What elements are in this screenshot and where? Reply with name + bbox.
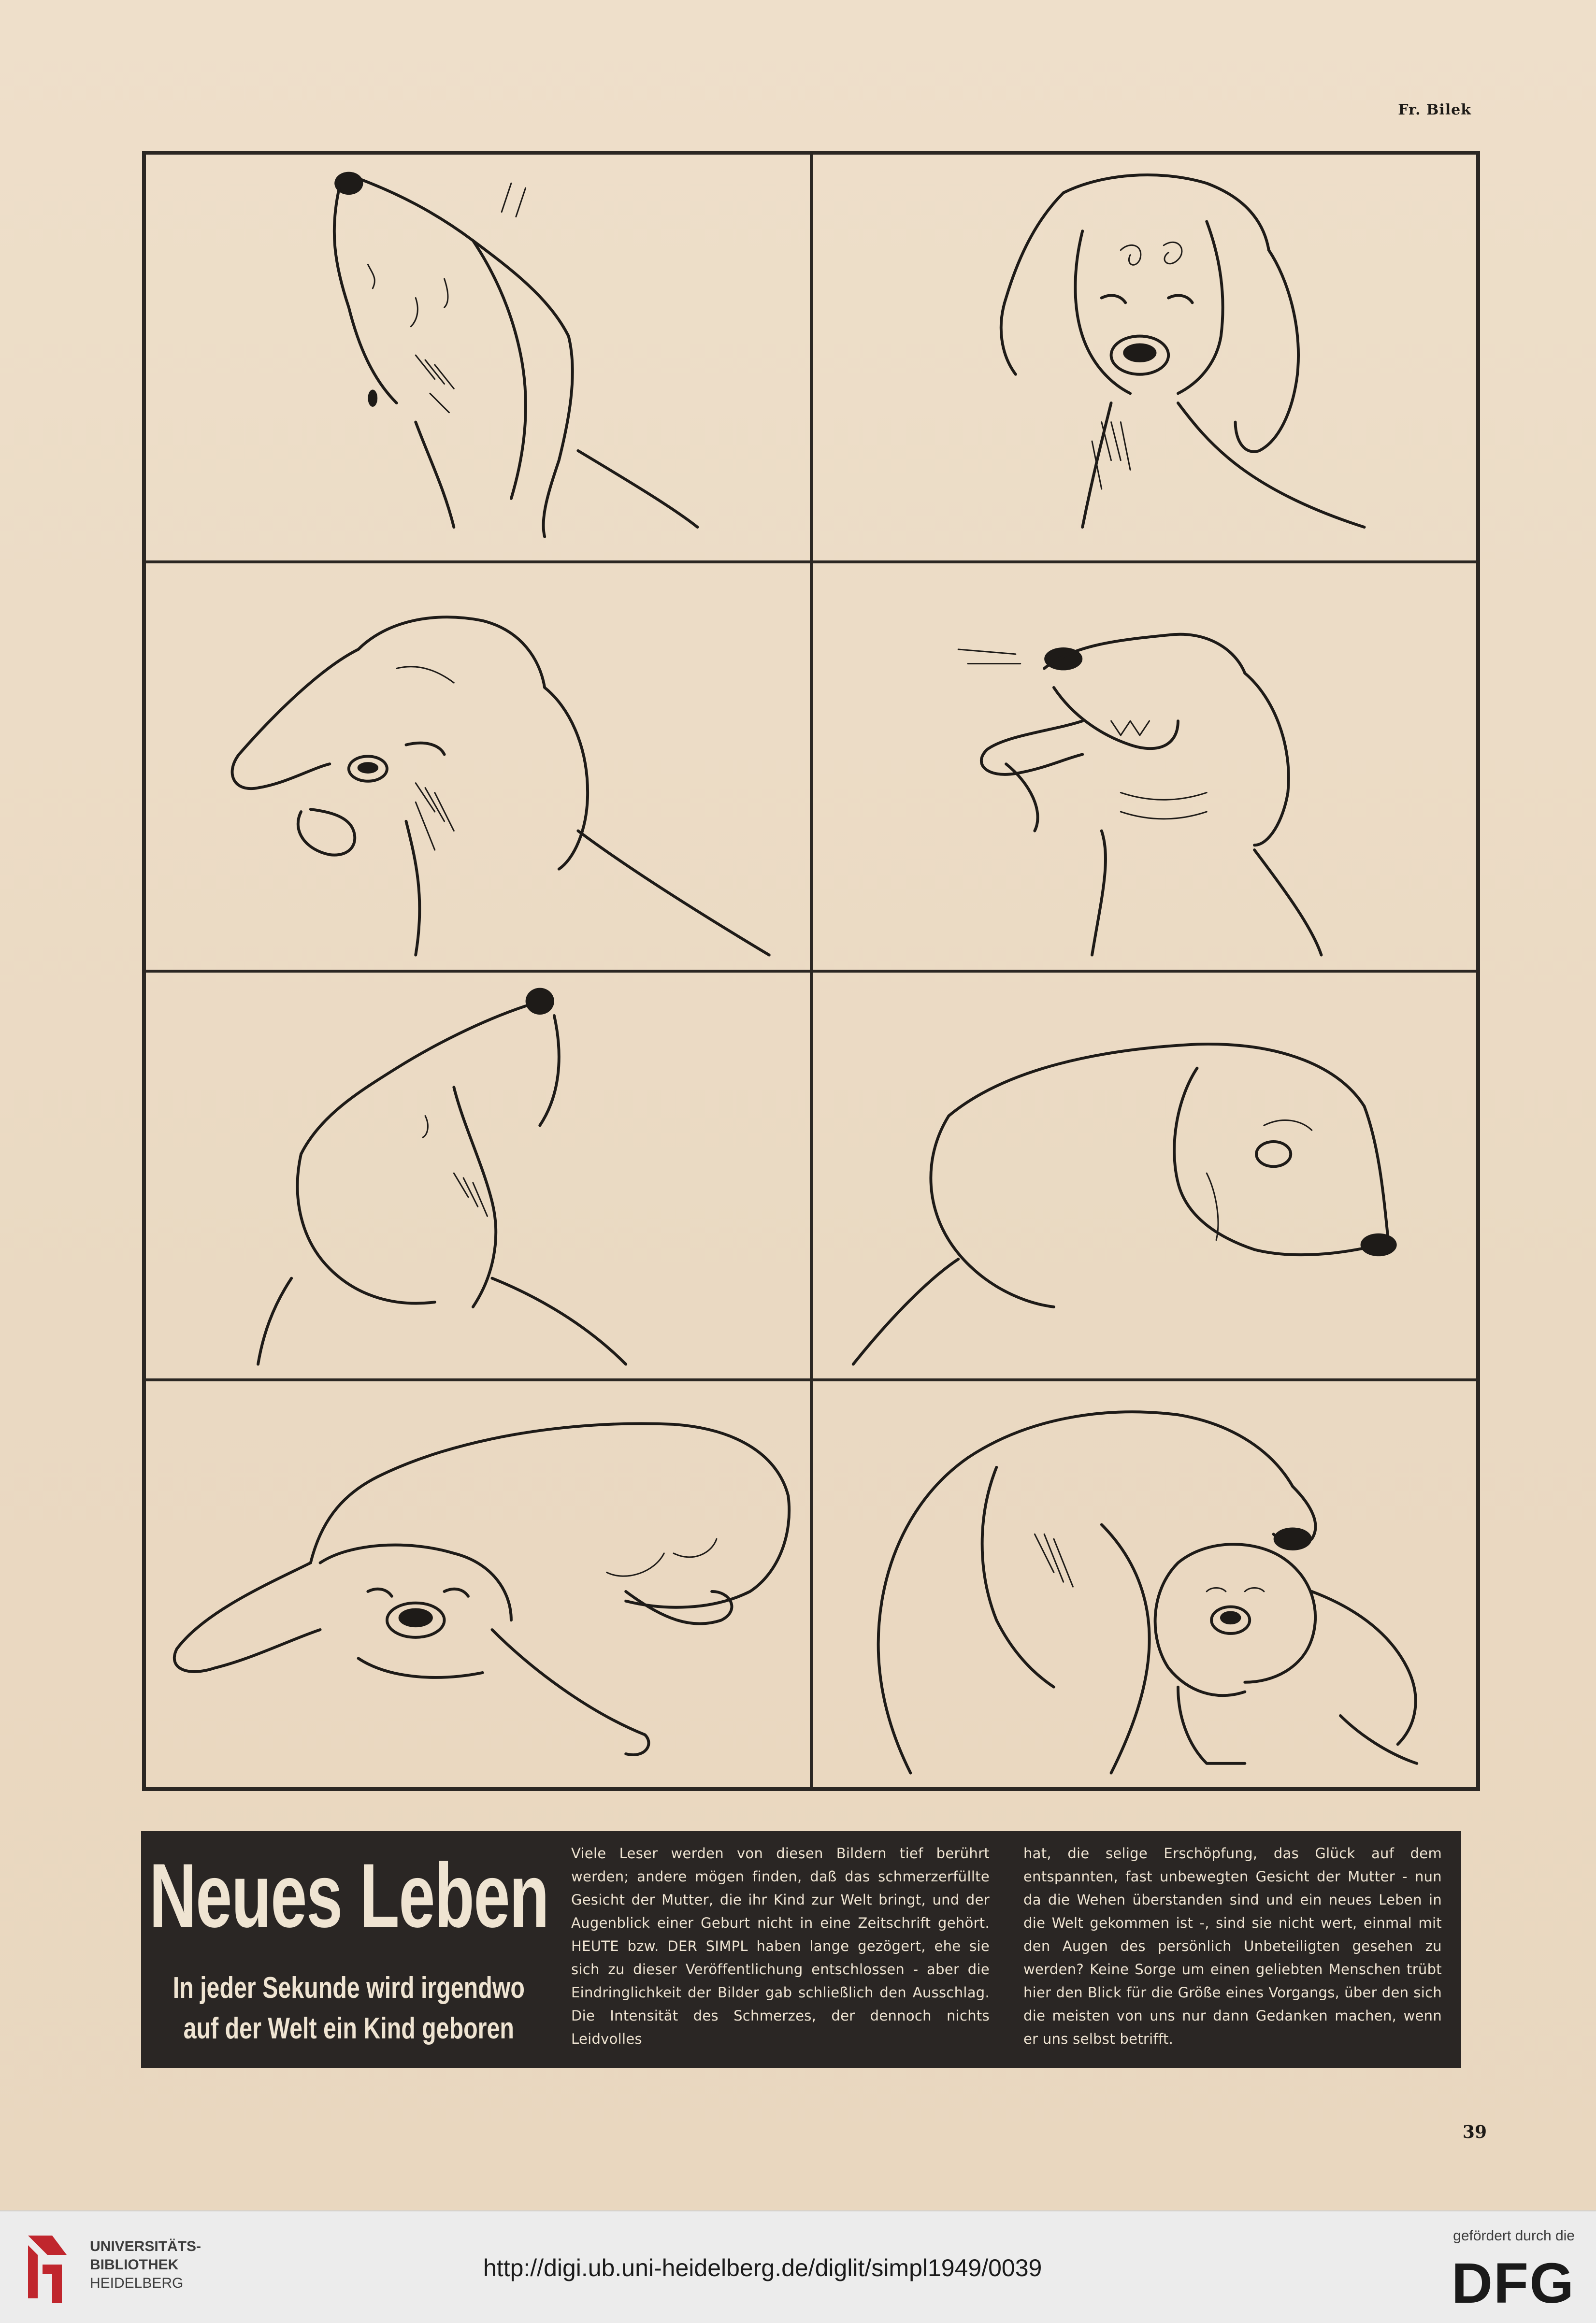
subtitle-line-2: auf der Welt ein Kind geboren	[183, 2012, 515, 2045]
dog-panel-4	[811, 562, 1478, 971]
library-name	[90, 2237, 201, 2293]
dog-drawing-4	[813, 563, 1477, 969]
dog-panel-1	[144, 153, 811, 562]
library-name-line-1: UNIVERSITÄTS-	[90, 2238, 201, 2254]
viewer-footer	[0, 2210, 1596, 2323]
page-number: 39	[1462, 2122, 1487, 2142]
dog-panel-7	[144, 1380, 811, 1789]
funded-by-text: gefördert durch die	[1453, 2228, 1575, 2244]
dog-drawing-1	[146, 155, 810, 560]
dog-panel-3	[144, 562, 811, 971]
dog-drawing-6	[813, 973, 1477, 1378]
article-title: Neues Leben	[149, 1845, 549, 1947]
library-name-line-2: BIBLIOTHEK	[90, 2257, 179, 2273]
headline-block	[141, 1831, 557, 2068]
dog-panel-2	[811, 153, 1478, 562]
article-column-1: Viele Leser werden von diesen Bildern tief berührt werden; andere mögen finden, daß das schmerzerfüllte Gesicht der Mutter, die ihr Kind zur Welt bringt, und der Augenblick einer Geburt nicht in eine Zeitschrift gehört. HEUTE bzw. DER SIMPL haben lange gezögert, ehe sie sich zu dieser Veröffentlichung entschlossen - aber die Eindringlichkeit der Bilder gab schließlich den Ausschlag. Die Intensität des Schmerzes, der dennoch nichts Leidvolles	[571, 1845, 990, 2047]
dog-drawing-7	[146, 1381, 810, 1787]
subtitle-line-1: In jeder Sekunde wird irgendwo	[173, 1971, 525, 2005]
dog-panel-8	[811, 1380, 1478, 1789]
artist-signature: Fr. Bilek	[1398, 101, 1471, 118]
library-logo-icon	[18, 2226, 76, 2308]
dog-panel-5	[144, 971, 811, 1380]
article-subtitle	[173, 1968, 525, 2049]
article-box	[141, 1831, 1461, 2068]
document-url-link[interactable]: http://digi.ub.uni-heidelberg.de/diglit/simpl1949/0039	[483, 2254, 1042, 2281]
dog-panel-6	[811, 971, 1478, 1380]
dog-drawing-2	[813, 155, 1477, 560]
dfg-logo: DFG	[1451, 2251, 1575, 2315]
library-name-line-3: HEIDELBERG	[90, 2275, 184, 2291]
illustration-grid	[142, 151, 1480, 1791]
dog-drawing-8	[813, 1381, 1477, 1787]
dog-drawing-3	[146, 563, 810, 969]
dog-drawing-5	[146, 973, 810, 1378]
article-column-2: hat, die selige Erschöpfung, das Glück auf dem entspannten, fast unbewegten Gesicht der Mutter - nun da die Wehen überstanden sind und ein neues Leben in die Welt gekommen ist -, sind sie nicht wert, einmal mit den Augen des persönlich Unbeteiligten gesehen zu werden? Keine Sorge um einen geliebten Menschen trübt hier den Blick für die Größe eines Vorgangs, über den sich die meisten von uns nur dann Gedanken machen, wenn er uns selbst betrifft.	[1023, 1845, 1442, 2047]
article-body	[557, 1831, 1461, 2068]
